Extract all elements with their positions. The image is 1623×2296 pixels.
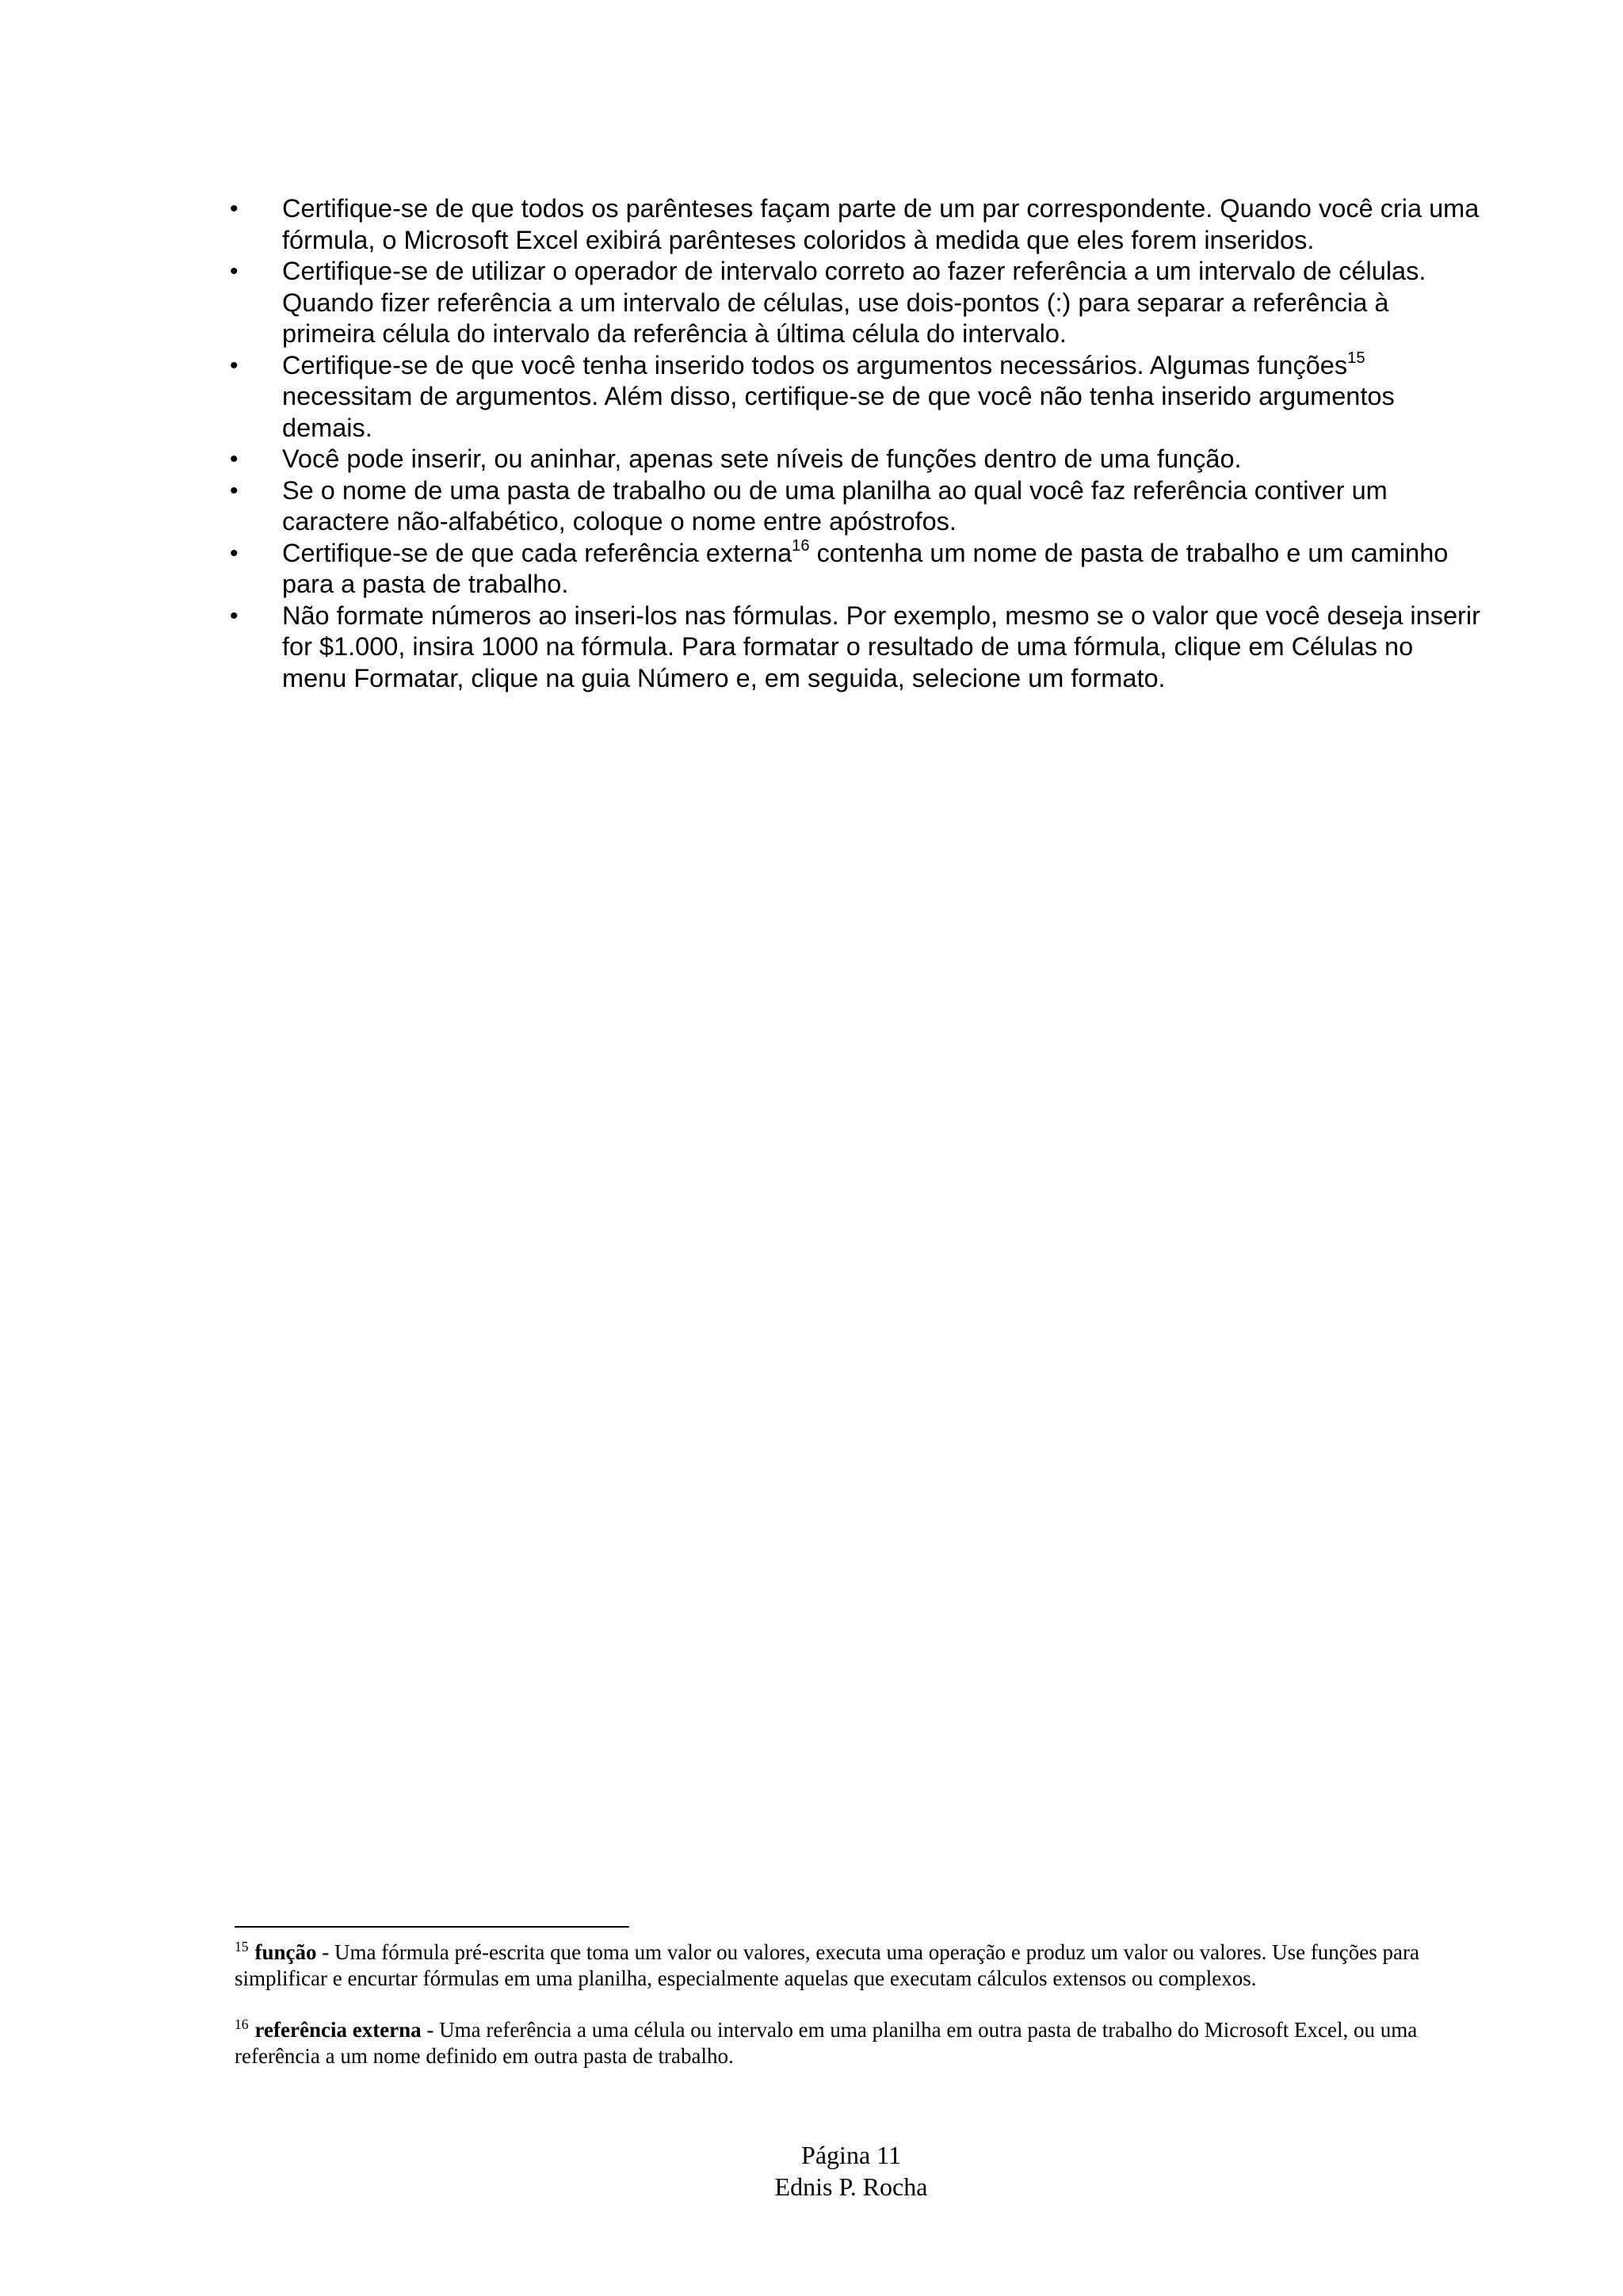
list-item	[230, 538, 1482, 601]
footnote-reference-16[interactable]: 16	[792, 536, 810, 555]
bullet-icon: •	[230, 602, 239, 629]
list-item	[230, 193, 1482, 256]
list-item-text: Certifique-se de utilizar o operador de intervalo correto ao fazer referência a um intervalo de células. Quando fizer referência a um intervalo de células, use dois-pontos (:) para separar a referência à primeira célula do intervalo da referência à última célula do intervalo.	[282, 257, 1426, 348]
bullet-icon: •	[230, 196, 239, 222]
page-footer	[0, 2139, 1623, 2203]
list-item-text-continued: necessitam de argumentos. Além disso, certifique-se de que você não tenha inserido argumentos demais.	[282, 382, 1395, 442]
bullet-icon: •	[230, 446, 239, 472]
list-item-text: Certifique-se de que todos os parênteses façam parte de um par correspondente. Quando você cria uma fórmula, o Microsoft Excel exibirá parênteses coloridos à medida que eles forem inseridos.	[282, 194, 1480, 254]
list-item	[230, 475, 1482, 538]
footnote-16	[235, 2017, 1482, 2069]
footnote-definition: - Uma fórmula pré-escrita que toma um valor ou valores, executa uma operação e produz um valor ou valores. Use funções para simplificar e encurtar fórmulas em uma planilha, especialmente aquelas que executam cálculos extensos ou complexos.	[235, 1940, 1419, 1990]
list-item-text: Não formate números ao inseri-los nas fórmulas. Por exemplo, mesmo se o valor que você deseja inserir for $1.000, insira 1000 na fórmula. Para formatar o resultado de uma fórmula, clique em Células no menu Formatar, clique na guia Número e, em seguida, selecione um formato.	[282, 601, 1480, 692]
author-name: Ednis P. Rocha	[774, 2172, 928, 2201]
footnote-reference-15[interactable]: 15	[1347, 349, 1365, 367]
list-item	[230, 350, 1482, 444]
list-item	[230, 444, 1482, 475]
tips-bullet-list	[230, 193, 1482, 694]
footnote-definition: - Uma referência a uma célula ou intervalo em uma planilha em outra pasta de trabalho do Microsoft Excel, ou uma referência a um nome definido em outra pasta de trabalho.	[235, 2018, 1418, 2068]
bullet-icon: •	[230, 258, 239, 284]
bullet-icon: •	[230, 540, 239, 566]
list-item-text: Certifique-se de que você tenha inserido todos os argumentos necessários. Algumas funções	[282, 350, 1348, 379]
list-item	[230, 256, 1482, 350]
list-item-text: Você pode inserir, ou aninhar, apenas sete níveis de funções dentro de uma função.	[282, 444, 1242, 473]
footnote-term: função	[254, 1940, 317, 1964]
list-item-text-continued: contenha um nome de pasta de trabalho e um caminho para a pasta de trabalho.	[282, 538, 1449, 598]
footnote-separator	[235, 1926, 629, 1928]
footnote-15	[235, 1939, 1482, 1992]
footnote-number: 15	[235, 1939, 249, 1955]
footnote-term: referência externa	[254, 2018, 422, 2042]
list-item-text: Se o nome de uma pasta de trabalho ou de uma planilha ao qual você faz referência contiver um caractere não-alfabético, coloque o nome entre apóstrofos.	[282, 475, 1388, 536]
bullet-icon: •	[230, 352, 239, 379]
footnote-number: 16	[235, 2016, 249, 2033]
bullet-icon: •	[230, 477, 239, 504]
footnotes-section	[235, 1939, 1482, 2095]
list-item-text: Certifique-se de que cada referência externa	[282, 538, 792, 567]
page-number: Página 11	[801, 2141, 901, 2169]
list-item	[230, 601, 1482, 695]
